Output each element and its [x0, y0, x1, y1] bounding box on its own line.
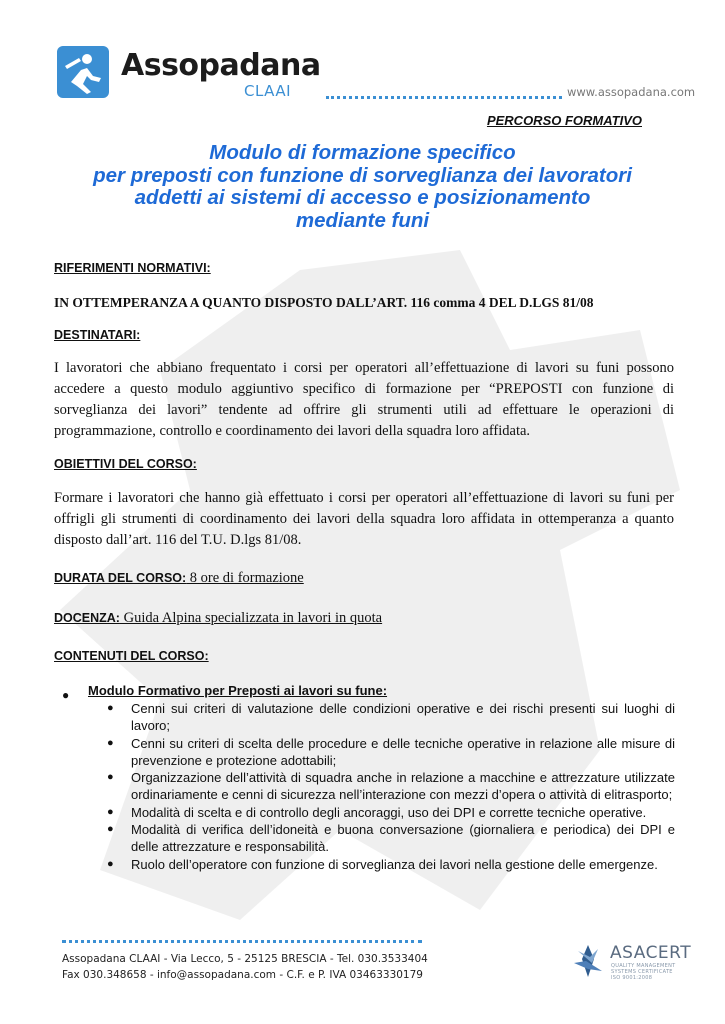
contenuti-list — [107, 700, 675, 873]
asacert-logo-icon — [568, 941, 608, 981]
durata-row — [54, 570, 304, 587]
bullet-icon: ● — [107, 823, 114, 835]
brand-name: Assopadana — [121, 48, 321, 83]
obiettivi-heading: OBIETTIVI DEL CORSO: — [54, 457, 197, 471]
asacert-subtitle — [611, 963, 675, 981]
list-item — [107, 804, 675, 821]
list-item-text: Organizzazione dell’attività di squadra anche in relazione a macchine e attrezzature utilizzate ordinariamente e cenni di sicurezza nell’interazione con mezzi d’opera o attività di elitrasporto; — [131, 770, 675, 802]
bullet-icon: ● — [107, 857, 114, 870]
percorso-label: PERCORSO FORMATIVO — [486, 113, 642, 128]
obiettivi-text: Formare i lavoratori che hanno già effettuato i corsi per operatori all’effettuazione di lavori su funi per offrigli gli strumenti di coordinamento dei lavori della squadra loro affidata in ottemperanza a quanto disposto dall’art. 116 del T.U. D.lgs 81/08. — [54, 490, 674, 548]
bullet-icon: ● — [107, 702, 114, 714]
riferimenti-heading: RIFERIMENTI NORMATIVI: — [54, 261, 211, 275]
destinatari-heading: DESTINATARI: — [54, 328, 141, 342]
title-line: Modulo di formazione specifico — [209, 141, 516, 164]
asacert-sub-line: SYSTEMS CERTIFICATE — [611, 969, 673, 975]
destinatari-text: I lavoratori che abbiano frequentato i corsi per operatori all’effettuazione di lavori su funi possono accedere a questo modulo aggiuntivo specifico di formazione per “PREPOSTI con funzione di sorveglianza dei lavori” tendente ad offrire gli strumenti utili ad effettuare le operazioni di programmazione, controllo e coordinamento dei lavori della squadra loro affidata. — [54, 360, 674, 439]
bullet-icon: ● — [62, 688, 70, 702]
asacert-name: ASACERT — [610, 943, 692, 963]
brand-subtitle: CLAAI — [244, 82, 292, 100]
footer-dotted-divider — [62, 940, 422, 943]
list-item-text: Cenni sui criteri di valutazione delle condizioni operative e dei rischi presenti sui luoghi di lavoro; — [131, 701, 675, 733]
footer-contacts: Fax 030.348658 - info@assopadana.com - C.F. e P. IVA 03463330179 — [62, 969, 423, 981]
riferimenti-text: IN OTTEMPERANZA A QUANTO DISPOSTO DALL’ART. 116 comma 4 DEL D.LGS 81/08 — [54, 295, 594, 310]
asacert-sub-line: QUALITY MANAGEMENT — [611, 963, 676, 969]
title-line: per preposti con funzione di sorveglianza dei lavoratori — [93, 163, 632, 187]
list-item — [107, 856, 675, 873]
title-line: mediante funi — [295, 208, 430, 232]
list-item — [107, 700, 675, 734]
asacert-sub-line: ISO 9001:2008 — [611, 975, 653, 981]
list-item — [107, 821, 675, 855]
footer-address: Assopadana CLAAI - Via Lecco, 5 - 25125 BRESCIA - Tel. 030.3533404 — [62, 953, 428, 965]
list-item — [107, 735, 675, 769]
bullet-icon: ● — [107, 771, 114, 783]
list-item-text: Ruolo dell’operatore con funzione di sorveglianza dei lavori nella gestione delle emergenze. — [131, 856, 658, 872]
assopadana-logo-icon — [57, 46, 109, 98]
docenza-label: DOCENZA: — [54, 611, 120, 625]
durata-value: 8 ore di formazione — [186, 570, 304, 586]
list-item-text: Modalità di scelta e di controllo degli ancoraggi, uso dei DPI e corrette tecniche operative. — [131, 804, 647, 820]
contenuti-heading: CONTENUTI DEL CORSO: — [54, 649, 209, 663]
list-item-text: Cenni su criteri di scelta delle procedure e delle tecniche operative in relazione alle misure di prevenzione e protezione adottabili; — [131, 735, 675, 768]
bullet-icon: ● — [107, 805, 114, 818]
list-item-text: Modalità di verifica dell’idoneità e buona conversazione (giornaliera e periodica) dei DPI e delle attrezzature e responsabilità. — [131, 822, 675, 854]
header-dotted-divider — [326, 96, 562, 99]
modulo-label: Modulo Formativo per Preposti ai lavori su fune: — [88, 683, 388, 698]
docenza-row — [54, 610, 382, 627]
document-title — [40, 142, 685, 232]
title-line: addetti ai sistemi di accesso e posizionamento — [134, 186, 591, 209]
bullet-icon: ● — [107, 736, 114, 749]
website-link[interactable]: www.assopadana.com — [567, 85, 696, 99]
list-item — [107, 769, 675, 803]
durata-label: DURATA DEL CORSO: — [54, 571, 187, 585]
docenza-value: Guida Alpina specializzata in lavori in quota — [119, 610, 383, 626]
